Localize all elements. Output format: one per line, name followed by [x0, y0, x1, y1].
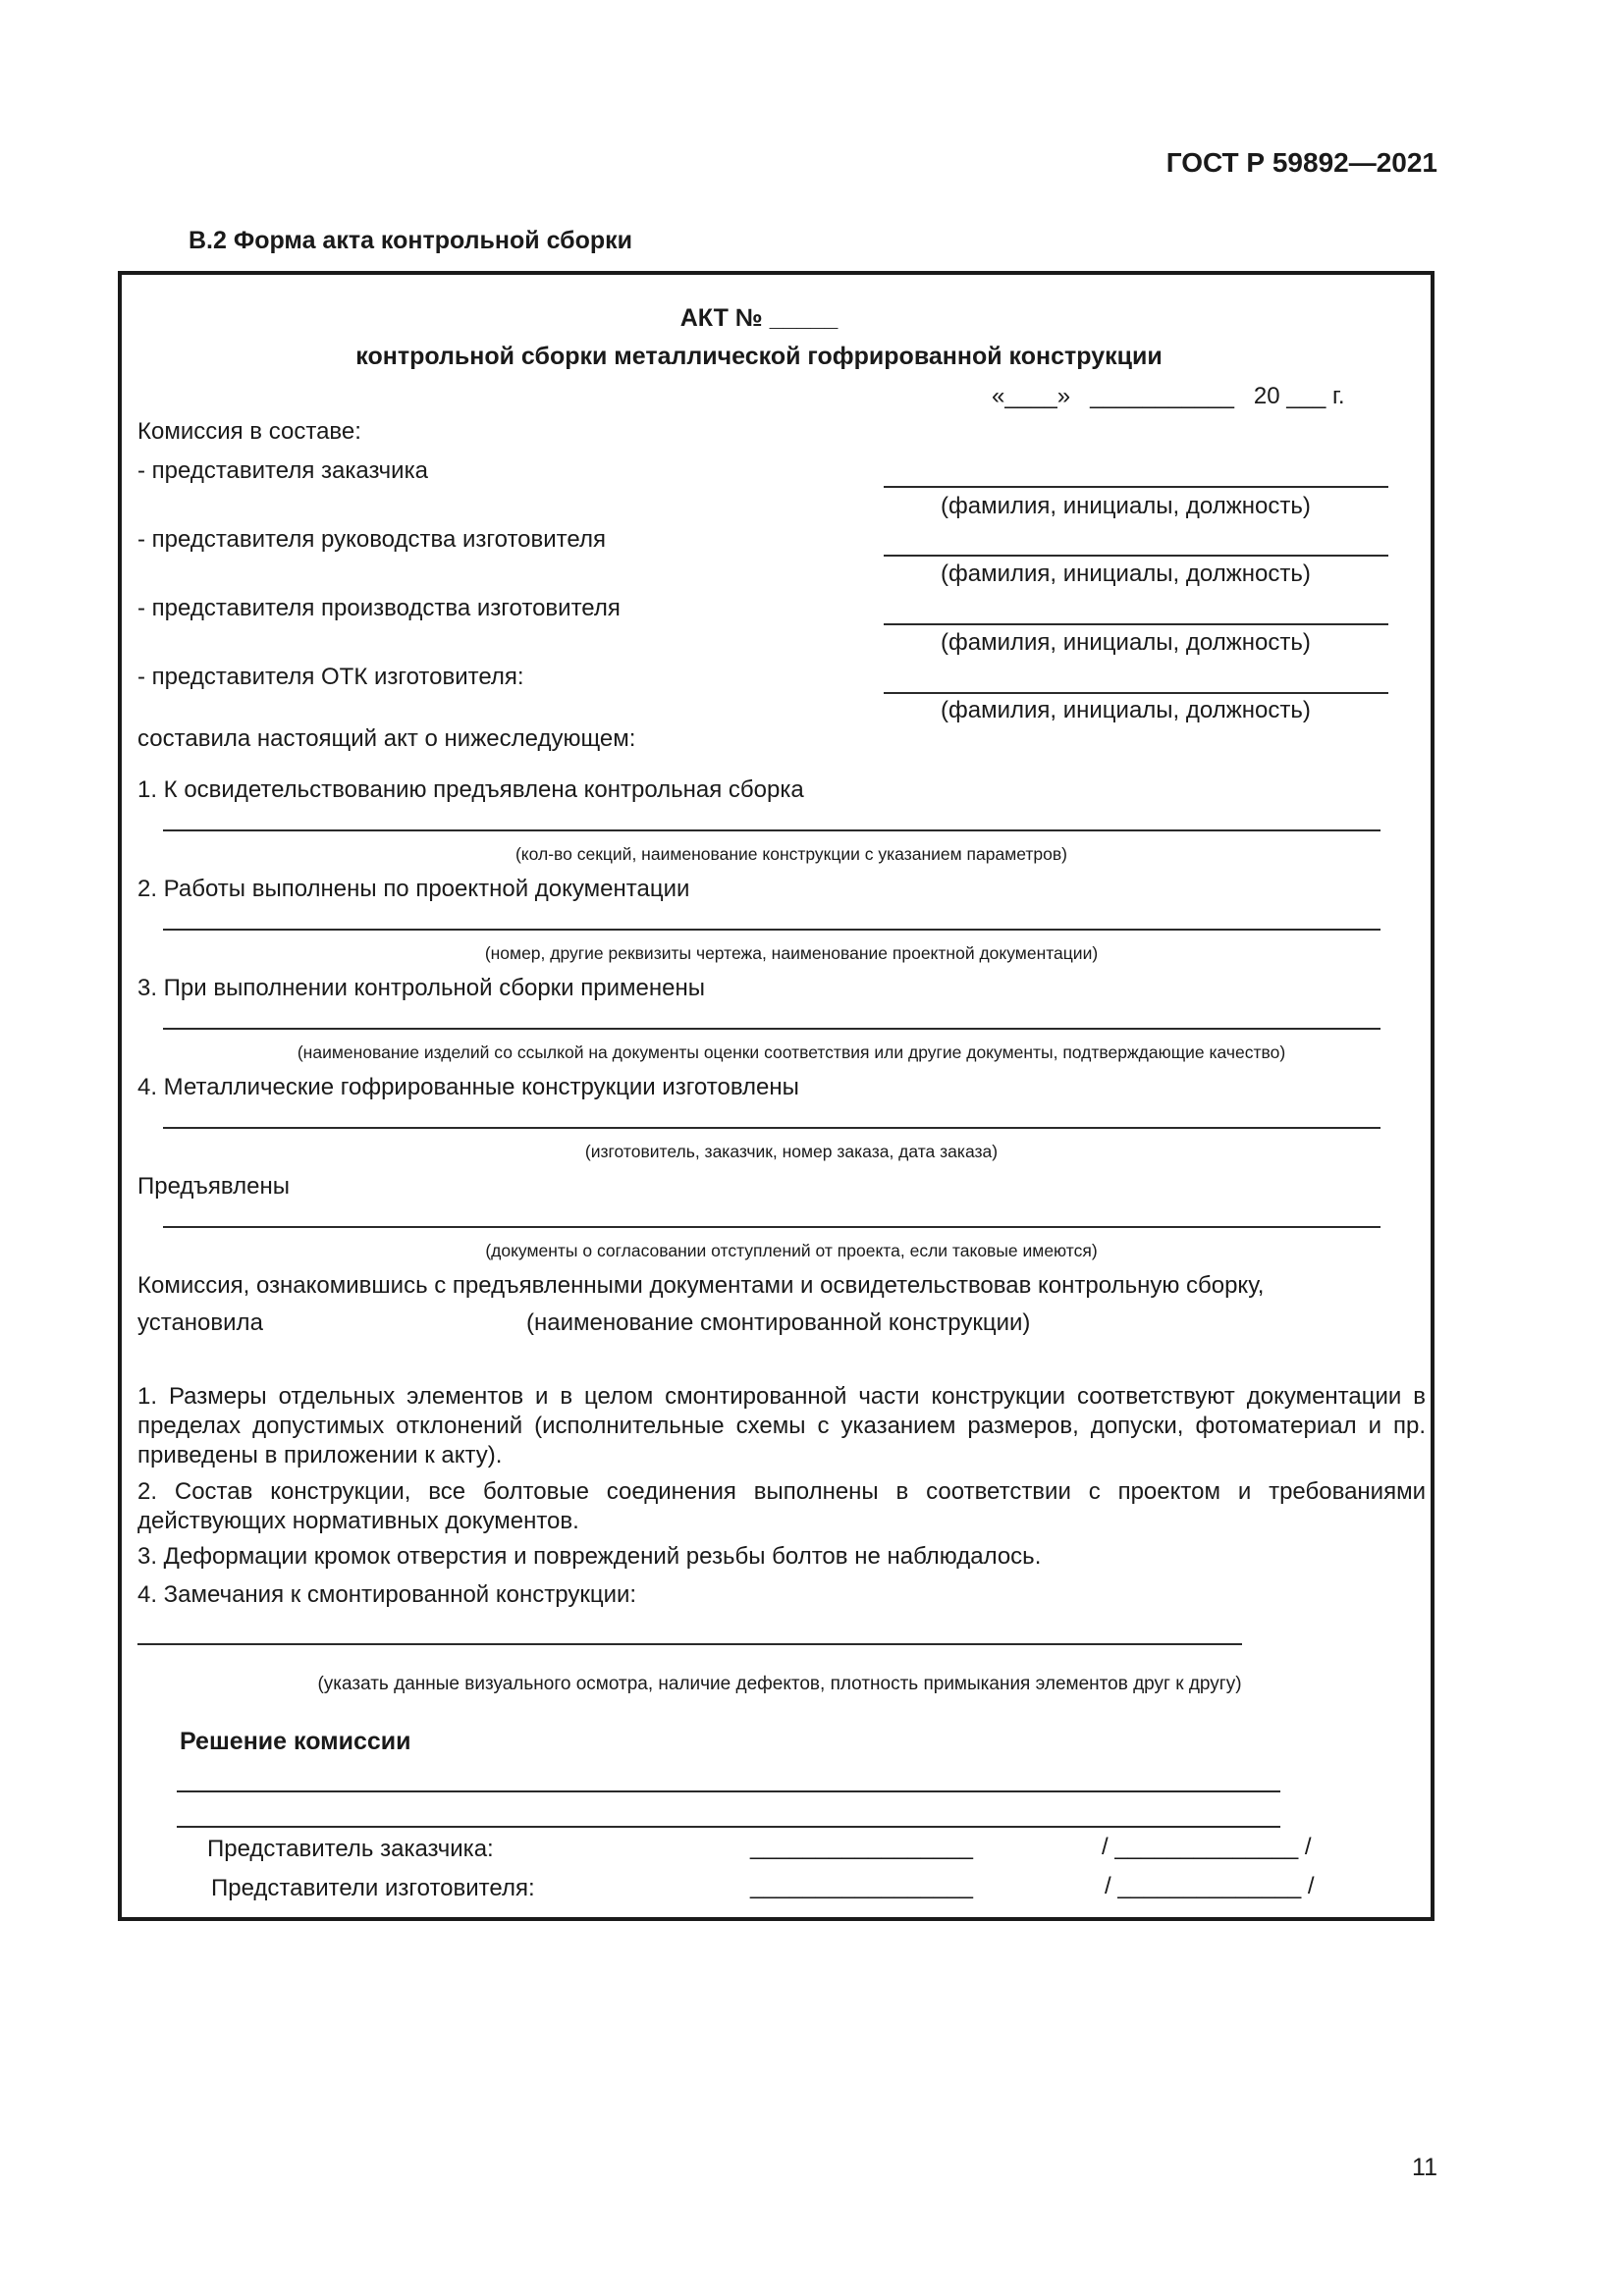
- member-blank-line: [884, 486, 1388, 488]
- item-hint: (кол-во секций, наименование конструкции с указанием параметров): [514, 844, 1068, 864]
- finding-paragraph: 2. Состав конструкции, все болтовые соединения выполнены в соответствии с проектом и требованиями действующих нормативных документов.: [137, 1478, 1426, 1534]
- item-label: 4. Металлические гофрированные конструкции изготовлены: [137, 1074, 799, 1100]
- signature-sign-line: _________________: [750, 1873, 973, 1899]
- section-title: В.2 Форма акта контрольной сборки: [189, 227, 633, 254]
- signature-label: Представители изготовителя:: [211, 1875, 535, 1901]
- member-hint: (фамилия, инициалы, должность): [941, 493, 1311, 519]
- finding-paragraph: 4. Замечания к смонтированной конструкции:: [137, 1581, 637, 1608]
- compiled-text: составила настоящий акт о нижеследующем:: [137, 725, 636, 752]
- established-label: установила: [137, 1309, 263, 1336]
- member-label: - представителя заказчика: [137, 457, 428, 484]
- member-blank-line: [884, 692, 1388, 694]
- remarks-hint: (указать данные визуального осмотра, наличие дефектов, плотность примыкания элементов друг к другу): [317, 1674, 1242, 1694]
- item-hint: (наименование изделий со ссылкой на документы оценки соответствия или другие документы, подтверждающие качество): [297, 1042, 1286, 1062]
- member-hint: (фамилия, инициалы, должность): [941, 629, 1311, 656]
- page-number: 11: [1412, 2154, 1437, 2181]
- item-blank-line: [163, 829, 1380, 831]
- member-blank-line: [884, 555, 1388, 557]
- member-label: - представителя производства изготовителя: [137, 595, 621, 621]
- member-hint: (фамилия, инициалы, должность): [941, 697, 1311, 723]
- member-label: - представителя руководства изготовителя: [137, 526, 606, 553]
- decision-title: Решение комиссии: [180, 1728, 411, 1755]
- item-blank-line: [163, 1028, 1380, 1030]
- item-label: 3. При выполнении контрольной сборки применены: [137, 975, 705, 1001]
- member-hint: (фамилия, инициалы, должность): [941, 561, 1311, 587]
- item-hint: (документы о согласовании отступлений от проекта, если таковые имеются): [485, 1241, 1098, 1260]
- item-blank-line: [163, 1226, 1380, 1228]
- signature-name-line: / ______________ /: [1102, 1834, 1312, 1860]
- signature-label: Представитель заказчика:: [207, 1836, 494, 1862]
- item-label: Предъявлены: [137, 1173, 290, 1200]
- established-hint: (наименование смонтированной конструкции): [526, 1309, 1031, 1336]
- decision-blank-line: [177, 1790, 1280, 1792]
- item-blank-line: [163, 929, 1380, 931]
- decision-blank-line: [177, 1826, 1280, 1828]
- member-blank-line: [884, 623, 1388, 625]
- item-label: 2. Работы выполнены по проектной документации: [137, 876, 690, 902]
- act-date: «____» ___________ 20 ___ г.: [992, 383, 1345, 409]
- remarks-blank-line: [137, 1643, 1242, 1645]
- act-subtitle: контрольной сборки металлической гофрированной конструкции: [355, 343, 1163, 370]
- item-hint: (изготовитель, заказчик, номер заказа, дата заказа): [584, 1142, 999, 1161]
- item-label: 1. К освидетельствованию предъявлена контрольная сборка: [137, 776, 804, 803]
- finding-paragraph: 3. Деформации кромок отверстия и повреждений резьбы болтов не наблюдалось.: [137, 1543, 1042, 1570]
- commission-label: Комиссия в составе:: [137, 418, 361, 445]
- item-blank-line: [163, 1127, 1380, 1129]
- standard-code: ГОСТ Р 59892—2021: [1165, 147, 1437, 178]
- act-title: АКТ № _____: [679, 304, 839, 332]
- commission-text: Комиссия, ознакомившись с предъявленными документами и освидетельствовав контрольную сборку,: [137, 1272, 1265, 1299]
- signature-name-line: / ______________ /: [1105, 1873, 1315, 1899]
- finding-paragraph: 1. Размеры отдельных элементов и в целом смонтированной части конструкции соответствуют документации в пределах допустимых отклонений (исполнительные схемы с указанием размеров, допуски, фотоматериал и пр. приведены в приложении к акту).: [137, 1383, 1426, 1468]
- member-label: - представителя ОТК изготовителя:: [137, 664, 524, 690]
- item-hint: (номер, другие реквизиты чертежа, наименование проектной документации): [484, 943, 1099, 963]
- signature-sign-line: _________________: [750, 1834, 973, 1860]
